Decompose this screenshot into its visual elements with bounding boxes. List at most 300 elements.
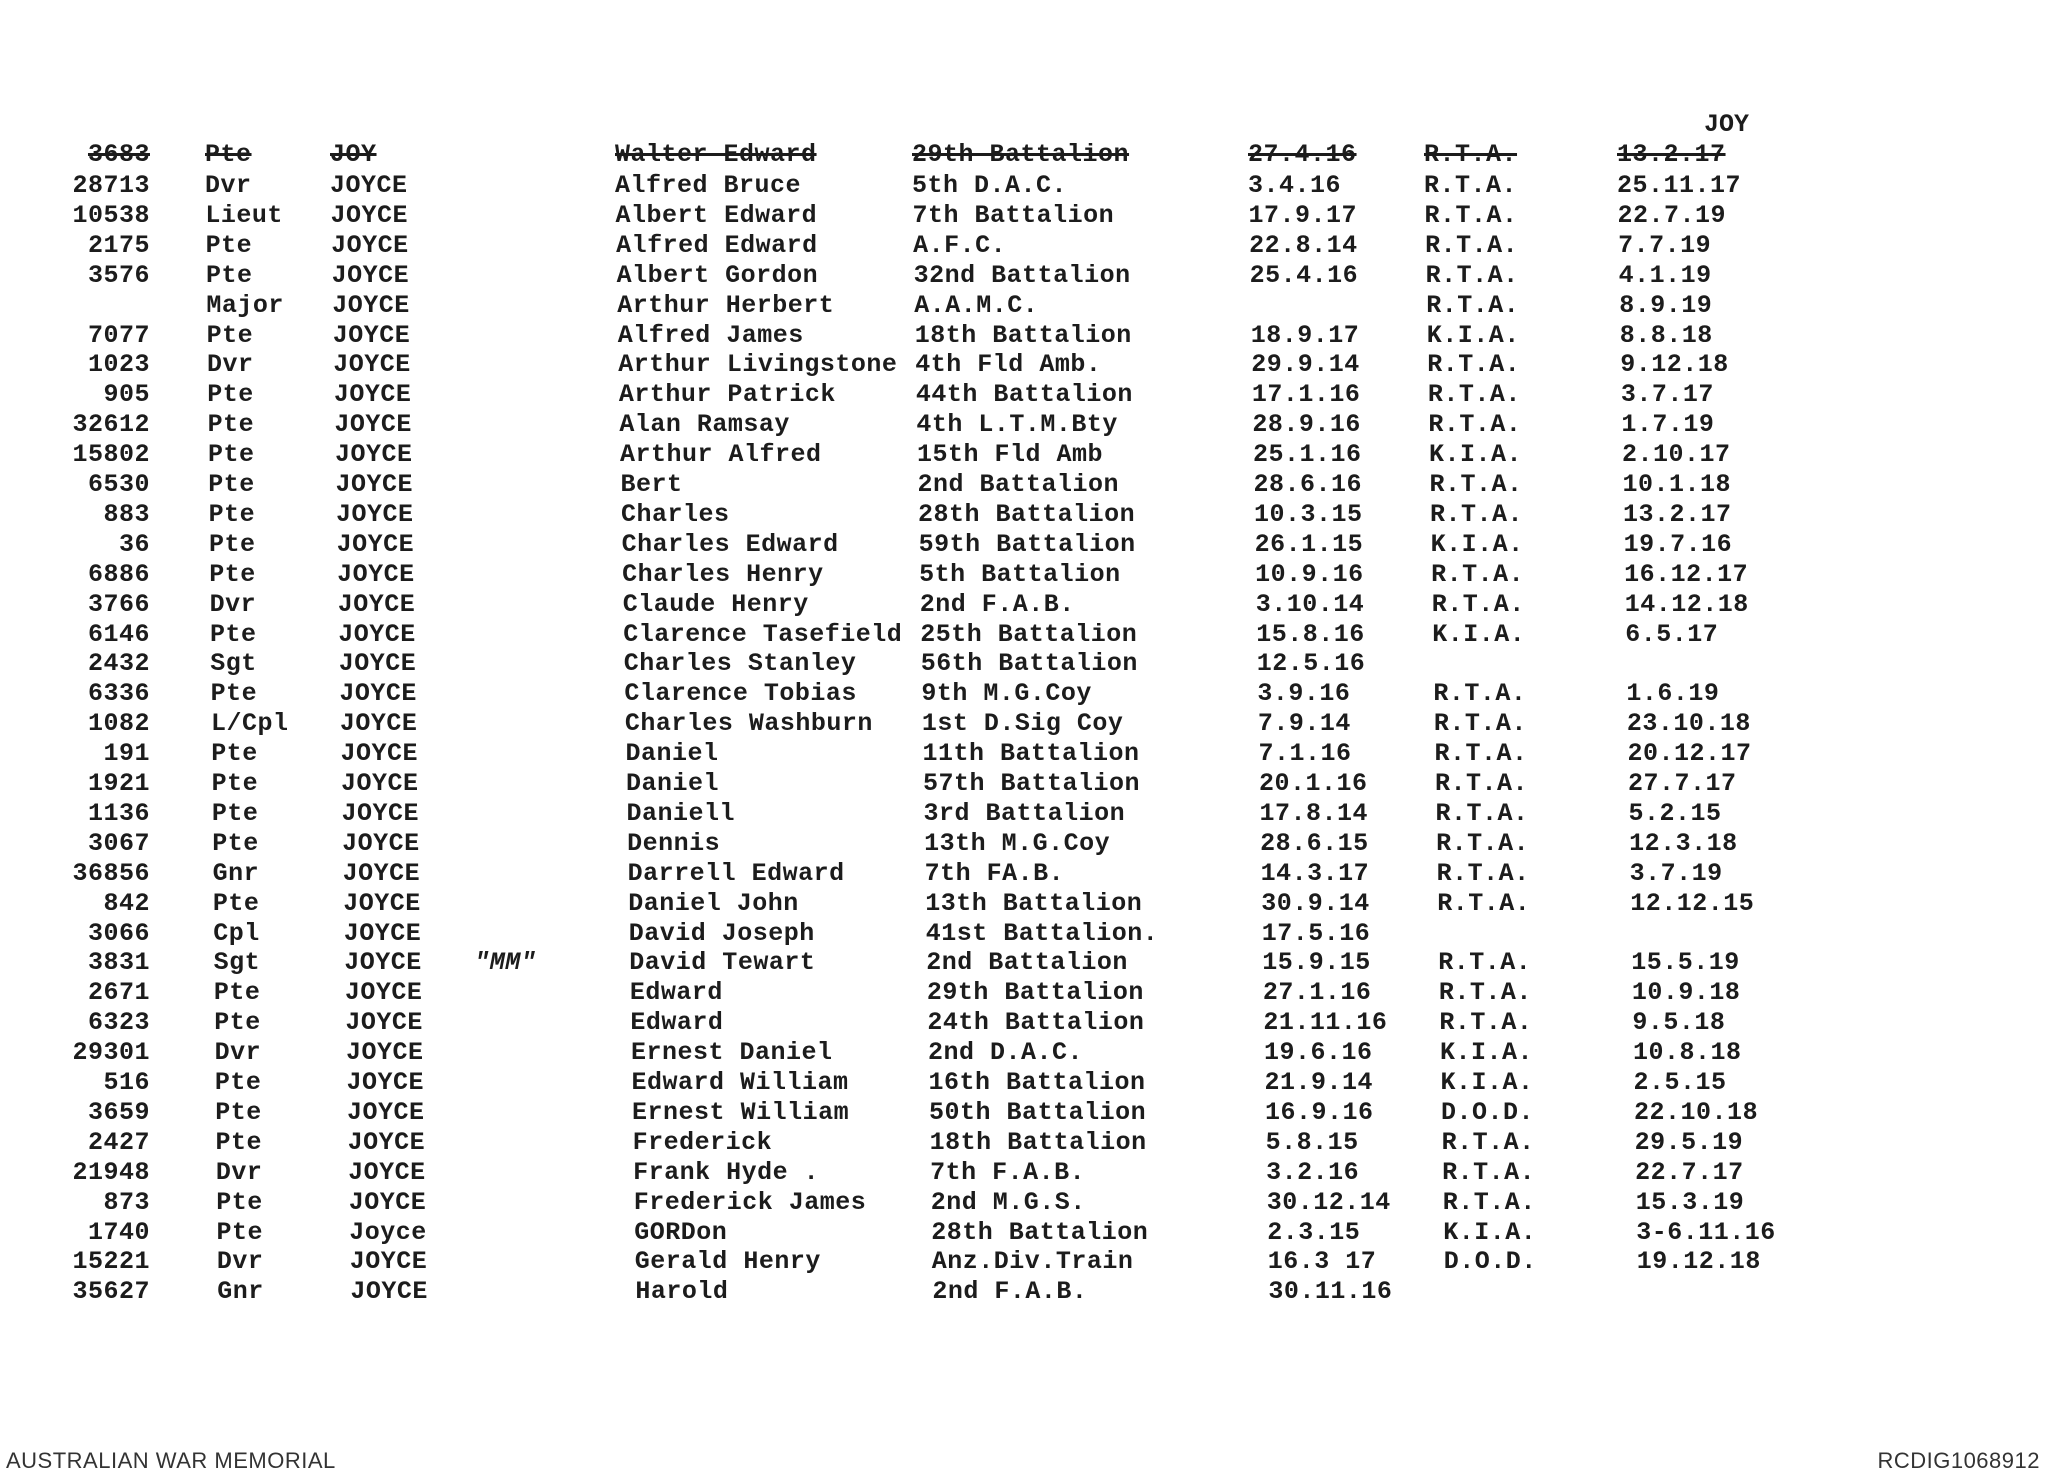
surname: JOYCE xyxy=(331,230,409,260)
surname: JOYCE xyxy=(345,1038,424,1068)
table-row xyxy=(0,1188,2048,1218)
fate-date: 3-6.11.16 xyxy=(1636,1217,1776,1247)
rank: Dvr xyxy=(214,1038,262,1068)
enlist-date: 28.9.16 xyxy=(1252,410,1361,440)
fate-date: 9.12.18 xyxy=(1620,350,1729,380)
footer-institution: AUSTRALIAN WAR MEMORIAL xyxy=(6,1448,336,1473)
table-row xyxy=(0,1038,2048,1068)
table-row xyxy=(0,1098,2048,1128)
given-names: Arthur Herbert xyxy=(617,290,835,320)
fate-date: 22.10.18 xyxy=(1634,1097,1759,1127)
given-names: Ernest William xyxy=(632,1097,850,1127)
surname: JOYCE xyxy=(343,888,421,918)
rank: L/Cpl xyxy=(210,709,289,739)
table-row xyxy=(0,171,2048,201)
surname: JOYCE xyxy=(330,200,409,230)
unit: 15th Fld Amb xyxy=(916,440,1103,470)
enlist-date: 20.1.16 xyxy=(1259,769,1368,798)
service-number: 36 xyxy=(118,529,150,559)
given-names: Edward xyxy=(630,1008,724,1038)
service-number: 3683 xyxy=(87,140,150,169)
status: K.I.A. xyxy=(1439,1038,1533,1068)
rank: Pte xyxy=(211,769,259,798)
status: R.T.A. xyxy=(1431,559,1525,589)
status: R.T.A. xyxy=(1435,769,1529,798)
service-number: 15802 xyxy=(72,440,150,470)
given-names: Edward William xyxy=(631,1068,849,1097)
service-number: 36856 xyxy=(72,858,150,888)
unit: 28th Battalion xyxy=(918,499,1136,529)
table-row xyxy=(0,1158,2048,1188)
surname: JOYCE xyxy=(336,499,414,529)
status: R.T.A. xyxy=(1427,350,1521,380)
given-names: Frederick James xyxy=(633,1187,867,1217)
given-names: David Tewart xyxy=(629,948,816,978)
unit: 4th L.T.M.Bty xyxy=(916,410,1118,440)
given-names: Harold xyxy=(635,1277,729,1307)
unit: 7th Battalion xyxy=(912,200,1115,230)
rank: Pte xyxy=(213,978,261,1008)
unit: 5th D.A.C. xyxy=(912,171,1068,200)
surname: JOYCE xyxy=(340,739,418,769)
service-number: 1921 xyxy=(87,769,150,798)
unit: 2nd F.A.B. xyxy=(932,1277,1088,1307)
fate-date: 27.7.17 xyxy=(1628,769,1737,798)
unit: 57th Battalion xyxy=(923,769,1141,798)
status: R.T.A. xyxy=(1424,171,1518,200)
surname: JOYCE xyxy=(345,1008,423,1038)
given-names: David Joseph xyxy=(628,918,815,948)
fate-date: 3.7.19 xyxy=(1629,858,1723,888)
rank: Pte xyxy=(211,798,259,828)
table-row xyxy=(0,769,2048,799)
given-names: Darrell Edward xyxy=(627,858,845,888)
status: R.T.A. xyxy=(1425,260,1519,290)
enlist-date: 28.6.15 xyxy=(1260,828,1369,858)
surname: JOYCE xyxy=(337,589,416,619)
rank: Pte xyxy=(205,140,252,169)
surname: JOYCE xyxy=(346,1068,425,1097)
fate-date: 6.5.17 xyxy=(1625,619,1719,649)
table-row xyxy=(0,799,2048,829)
rank: Pte xyxy=(212,888,260,918)
enlist-date: 10.9.16 xyxy=(1255,559,1364,589)
given-names: Claude Henry xyxy=(622,589,809,619)
fate-date: 5.2.15 xyxy=(1628,798,1722,828)
unit: 11th Battalion xyxy=(922,739,1140,769)
fate-date: 16.12.17 xyxy=(1624,559,1749,589)
fate-date: 9.5.18 xyxy=(1632,1008,1726,1038)
given-names: Albert Gordon xyxy=(616,260,819,290)
fate-date: 19.7.16 xyxy=(1623,529,1733,559)
fate-date: 15.3.19 xyxy=(1635,1187,1745,1217)
table-row xyxy=(0,530,2048,560)
fate-date: 23.10.18 xyxy=(1626,709,1751,739)
unit: 24th Battalion xyxy=(927,1008,1145,1038)
status: R.T.A. xyxy=(1433,709,1527,739)
rank: Pte xyxy=(216,1187,263,1217)
status: R.T.A. xyxy=(1428,410,1522,440)
status: R.T.A. xyxy=(1430,499,1524,529)
surname: JOYCE xyxy=(342,828,420,858)
given-names: Alan Ramsay xyxy=(619,410,790,440)
unit: 50th Battalion xyxy=(929,1097,1147,1127)
given-names: Clarence Tobias xyxy=(624,679,857,709)
rank: Dvr xyxy=(215,1157,263,1187)
surname: JOYCE xyxy=(332,290,410,320)
footer-reference: RCDIG1068912 xyxy=(1877,1448,2040,1473)
status: R.T.A. xyxy=(1438,948,1532,978)
status: K.I.A. xyxy=(1440,1068,1534,1097)
status: R.T.A. xyxy=(1429,470,1523,499)
enlist-date: 17.8.14 xyxy=(1259,798,1369,828)
given-names: Alfred Bruce xyxy=(615,171,802,200)
rank: Major xyxy=(206,290,284,320)
service-number: 29301 xyxy=(72,1038,150,1068)
surname: JOYCE xyxy=(333,350,411,380)
service-number: 2671 xyxy=(87,978,150,1008)
rank: Dvr xyxy=(205,171,252,200)
fate-date: 10.8.18 xyxy=(1632,1038,1742,1068)
enlist-date: 2.3.15 xyxy=(1267,1217,1361,1247)
enlist-date: 3.10.14 xyxy=(1255,589,1365,619)
fate-date: 15.5.19 xyxy=(1631,948,1740,978)
rank: Dvr xyxy=(216,1247,264,1277)
fate-date: 25.11.17 xyxy=(1617,171,1742,200)
unit: 16th Battalion xyxy=(928,1068,1146,1097)
surname: JOYCE xyxy=(341,798,420,828)
unit: 59th Battalion xyxy=(918,529,1136,559)
given-names: Albert Edward xyxy=(615,200,818,230)
enlist-date: 30.11.16 xyxy=(1268,1277,1393,1307)
fate-date: 7.7.19 xyxy=(1618,230,1712,260)
given-names: Arthur Alfred xyxy=(619,440,822,470)
surname: JOYCE xyxy=(350,1277,428,1307)
service-number: 6336 xyxy=(87,679,150,709)
header-note: JOY xyxy=(1704,110,1750,139)
service-number: 3766 xyxy=(87,589,150,619)
rank: Gnr xyxy=(217,1277,264,1307)
enlist-date: 27.4.16 xyxy=(1248,140,1357,169)
table-row xyxy=(0,620,2048,650)
unit: 18th Battalion xyxy=(929,1127,1147,1157)
enlist-date: 29.9.14 xyxy=(1251,350,1360,380)
rank: Pte xyxy=(216,1217,264,1247)
table-row xyxy=(0,261,2048,291)
enlist-date: 3.2.16 xyxy=(1266,1157,1360,1187)
service-number: 21948 xyxy=(72,1157,150,1187)
rank: Pte xyxy=(212,828,259,858)
service-number: 3831 xyxy=(87,948,150,978)
unit: A.A.M.C. xyxy=(914,290,1039,320)
given-names: Arthur Patrick xyxy=(618,380,836,410)
enlist-date: 16.9.16 xyxy=(1265,1097,1374,1127)
fate-date: 22.7.19 xyxy=(1617,200,1727,230)
rank: Pte xyxy=(215,1127,263,1157)
fate-date: 19.12.18 xyxy=(1636,1247,1761,1277)
given-names: Gerald Henry xyxy=(634,1247,821,1277)
rank: Pte xyxy=(211,739,258,769)
fate-date: 13.2.17 xyxy=(1617,140,1726,169)
service-number: 883 xyxy=(103,499,150,529)
given-names: Charles Stanley xyxy=(623,649,857,679)
service-number: 1082 xyxy=(87,709,150,739)
unit: 4th Fld Amb. xyxy=(915,350,1102,380)
table-row xyxy=(0,978,2048,1008)
rank: Pte xyxy=(208,470,255,499)
enlist-date: 22.8.14 xyxy=(1249,230,1358,260)
given-names: Edward xyxy=(629,978,723,1008)
enlist-date: 15.9.15 xyxy=(1262,948,1371,978)
given-names: Charles Henry xyxy=(622,559,824,589)
table-row xyxy=(0,380,2048,410)
table-row xyxy=(0,1068,2048,1098)
table-row xyxy=(0,679,2048,709)
fate-date: 8.8.18 xyxy=(1619,320,1713,350)
service-number: 6886 xyxy=(87,559,150,589)
service-number: 3659 xyxy=(87,1097,150,1127)
unit: 7th F.A.B. xyxy=(930,1157,1086,1187)
surname: JOYCE xyxy=(349,1247,428,1277)
unit: 29th Battalion xyxy=(926,978,1144,1008)
unit: 9th M.G.Coy xyxy=(921,679,1092,709)
enlist-date: 12.5.16 xyxy=(1256,649,1366,679)
given-names: Alfred Edward xyxy=(616,230,818,260)
enlist-date: 3.4.16 xyxy=(1248,171,1342,200)
rank: Pte xyxy=(214,1068,262,1097)
unit: 25th Battalion xyxy=(920,619,1138,649)
status: R.T.A. xyxy=(1438,978,1532,1008)
fate-date: 3.7.17 xyxy=(1620,380,1714,410)
unit: Anz.Div.Train xyxy=(931,1247,1134,1277)
service-number: 905 xyxy=(103,380,150,410)
enlist-date: 27.1.16 xyxy=(1262,978,1372,1008)
status: R.T.A. xyxy=(1442,1187,1536,1217)
service-number: 6146 xyxy=(87,619,150,649)
surname: JOYCE xyxy=(337,559,415,589)
given-names: Dennis xyxy=(627,828,721,858)
table-row xyxy=(0,470,2048,500)
fate-date: 10.9.18 xyxy=(1631,978,1741,1008)
table-row xyxy=(0,948,2048,978)
rank: Pte xyxy=(214,1008,261,1038)
given-names: Ernest Daniel xyxy=(630,1038,833,1068)
surname: JOYCE xyxy=(335,470,414,499)
service-number: 32612 xyxy=(72,410,150,440)
given-names: Charles Washburn xyxy=(624,709,873,739)
status: D.O.D. xyxy=(1443,1247,1537,1277)
surname: JOYCE xyxy=(334,440,413,470)
table-row xyxy=(0,859,2048,889)
rank: Lieut xyxy=(205,200,283,230)
surname: JOYCE xyxy=(348,1187,427,1217)
rank: Pte xyxy=(205,230,253,260)
rank: Sgt xyxy=(213,948,261,978)
status: R.T.A. xyxy=(1437,888,1531,918)
fate-date: 13.2.17 xyxy=(1623,499,1732,529)
surname: JOYCE xyxy=(344,978,423,1008)
fate-date: 1.7.19 xyxy=(1621,410,1715,440)
unit: 13th M.G.Coy xyxy=(924,828,1111,858)
unit: 2nd Battalion xyxy=(926,948,1128,978)
fate-date: 12.3.18 xyxy=(1629,828,1738,858)
surname: JOYCE xyxy=(342,858,421,888)
surname: JOYCE xyxy=(347,1127,426,1157)
fate-date: 22.7.17 xyxy=(1635,1157,1744,1187)
table-row xyxy=(0,709,2048,739)
table-row xyxy=(0,1247,2048,1277)
surname: JOYCE xyxy=(343,918,422,948)
table-row xyxy=(0,649,2048,679)
given-names: GORDon xyxy=(634,1217,728,1247)
service-number: 35627 xyxy=(72,1277,150,1307)
service-number: 6530 xyxy=(87,470,150,499)
given-names: Daniel xyxy=(626,769,720,798)
status: R.T.A. xyxy=(1436,828,1530,858)
given-names: Frederick xyxy=(632,1127,773,1157)
given-names: Bert xyxy=(620,470,683,499)
given-names: Arthur Livingstone xyxy=(618,350,898,380)
surname: JOYCE xyxy=(336,529,415,559)
table-row xyxy=(0,889,2048,919)
enlist-date: 3.9.16 xyxy=(1257,679,1351,709)
service-number: 3067 xyxy=(87,828,150,858)
status: R.T.A. xyxy=(1424,200,1518,230)
unit: A.F.C. xyxy=(913,230,1007,260)
service-number: 516 xyxy=(103,1068,150,1097)
enlist-date: 28.6.16 xyxy=(1253,470,1363,499)
status: K.I.A. xyxy=(1426,320,1520,350)
table-row xyxy=(0,1277,2048,1307)
unit: 2nd D.A.C. xyxy=(927,1038,1083,1068)
enlist-date: 17.5.16 xyxy=(1261,918,1371,948)
table-row xyxy=(0,829,2048,859)
fate-date: 4.1.19 xyxy=(1618,260,1712,290)
status: R.T.A. xyxy=(1442,1157,1536,1187)
enlist-date: 18.9.17 xyxy=(1250,320,1360,350)
service-number: 3066 xyxy=(87,918,150,948)
table-row xyxy=(0,1218,2048,1248)
surname: JOYCE xyxy=(339,709,418,739)
surname: JOYCE xyxy=(339,679,417,709)
table-row xyxy=(0,560,2048,590)
status: R.T.A. xyxy=(1441,1127,1535,1157)
service-number: 6323 xyxy=(87,1008,150,1038)
enlist-date: 25.4.16 xyxy=(1249,260,1359,290)
given-names: Daniel John xyxy=(628,888,799,918)
surname: JOYCE xyxy=(331,260,410,290)
service-number: 2432 xyxy=(87,649,150,679)
fate-date: 14.12.18 xyxy=(1624,589,1749,619)
fate-date: 2.10.17 xyxy=(1621,440,1731,470)
enlist-date: 7.1.16 xyxy=(1258,739,1352,769)
unit: 18th Battalion xyxy=(914,320,1132,350)
surname: JOYCE xyxy=(338,619,416,649)
surname: JOY xyxy=(330,140,377,169)
rank: Pte xyxy=(208,499,256,529)
given-names: Charles Edward xyxy=(621,529,839,559)
unit: 28th Battalion xyxy=(931,1217,1149,1247)
table-row xyxy=(0,291,2048,321)
given-names: Frank Hyde . xyxy=(633,1157,820,1187)
enlist-date: 30.12.14 xyxy=(1266,1187,1391,1217)
surname: Joyce xyxy=(349,1217,427,1247)
unit: 56th Battalion xyxy=(920,649,1138,679)
unit: 32nd Battalion xyxy=(913,260,1131,290)
enlist-date: 7.9.14 xyxy=(1257,709,1351,739)
status: R.T.A. xyxy=(1433,679,1527,709)
service-number: 842 xyxy=(103,888,150,918)
service-number: 873 xyxy=(103,1187,150,1217)
enlist-date: 21.11.16 xyxy=(1263,1008,1388,1038)
table-row xyxy=(0,440,2048,470)
enlist-date: 25.1.16 xyxy=(1252,440,1362,470)
enlist-date: 14.3.17 xyxy=(1260,858,1370,888)
unit: 2nd F.A.B. xyxy=(919,589,1075,619)
fate-date: 20.12.17 xyxy=(1627,739,1752,769)
enlist-date: 26.1.15 xyxy=(1254,529,1364,559)
given-names: Daniel xyxy=(625,739,719,769)
fate-date: 29.5.19 xyxy=(1634,1127,1744,1157)
status: R.T.A. xyxy=(1436,858,1530,888)
table-row xyxy=(0,590,2048,620)
table-row xyxy=(0,739,2048,769)
status: R.T.A. xyxy=(1431,589,1525,619)
surname: JOYCE xyxy=(341,769,419,798)
status: R.T.A. xyxy=(1425,230,1519,260)
service-number: 2427 xyxy=(87,1127,150,1157)
rank: Sgt xyxy=(210,649,257,679)
status: R.T.A. xyxy=(1434,739,1528,769)
enlist-date: 5.8.15 xyxy=(1265,1127,1359,1157)
rank: Pte xyxy=(209,559,256,589)
service-number: 2175 xyxy=(87,230,150,260)
service-number: 28713 xyxy=(72,171,150,200)
rank: Dvr xyxy=(209,589,257,619)
given-names: Clarence Tasefield xyxy=(623,619,903,649)
surname: JOYCE xyxy=(344,948,422,978)
rank: Gnr xyxy=(212,858,260,888)
status: K.I.A. xyxy=(1430,529,1524,559)
fate-date: 10.1.18 xyxy=(1622,470,1732,499)
table-row xyxy=(0,231,2048,261)
rank: Pte xyxy=(208,529,256,559)
surname: JOYCE xyxy=(334,410,412,440)
rank: Pte xyxy=(210,679,258,709)
service-number: 7077 xyxy=(87,320,150,350)
unit: 2nd Battalion xyxy=(917,470,1120,499)
award-note: "MM" xyxy=(474,948,537,978)
given-names: Daniell xyxy=(626,798,736,828)
enlist-date: 17.9.17 xyxy=(1248,200,1358,230)
rank: Pte xyxy=(215,1097,262,1127)
fate-date: 2.5.15 xyxy=(1633,1068,1727,1097)
enlist-date: 17.1.16 xyxy=(1251,380,1361,410)
status: D.O.D. xyxy=(1441,1097,1535,1127)
struck-row xyxy=(0,140,2048,170)
given-names: Charles xyxy=(621,499,730,529)
rank: Pte xyxy=(207,380,254,410)
table-row xyxy=(0,1008,2048,1038)
table-row xyxy=(0,321,2048,351)
status: K.I.A. xyxy=(1428,440,1522,470)
table-row xyxy=(0,350,2048,380)
rank: Pte xyxy=(209,619,257,649)
unit: 13th Battalion xyxy=(925,888,1143,918)
surname: JOYCE xyxy=(348,1157,426,1187)
unit: 41st Battalion. xyxy=(925,918,1159,948)
unit: 29th Battalion xyxy=(912,140,1130,169)
